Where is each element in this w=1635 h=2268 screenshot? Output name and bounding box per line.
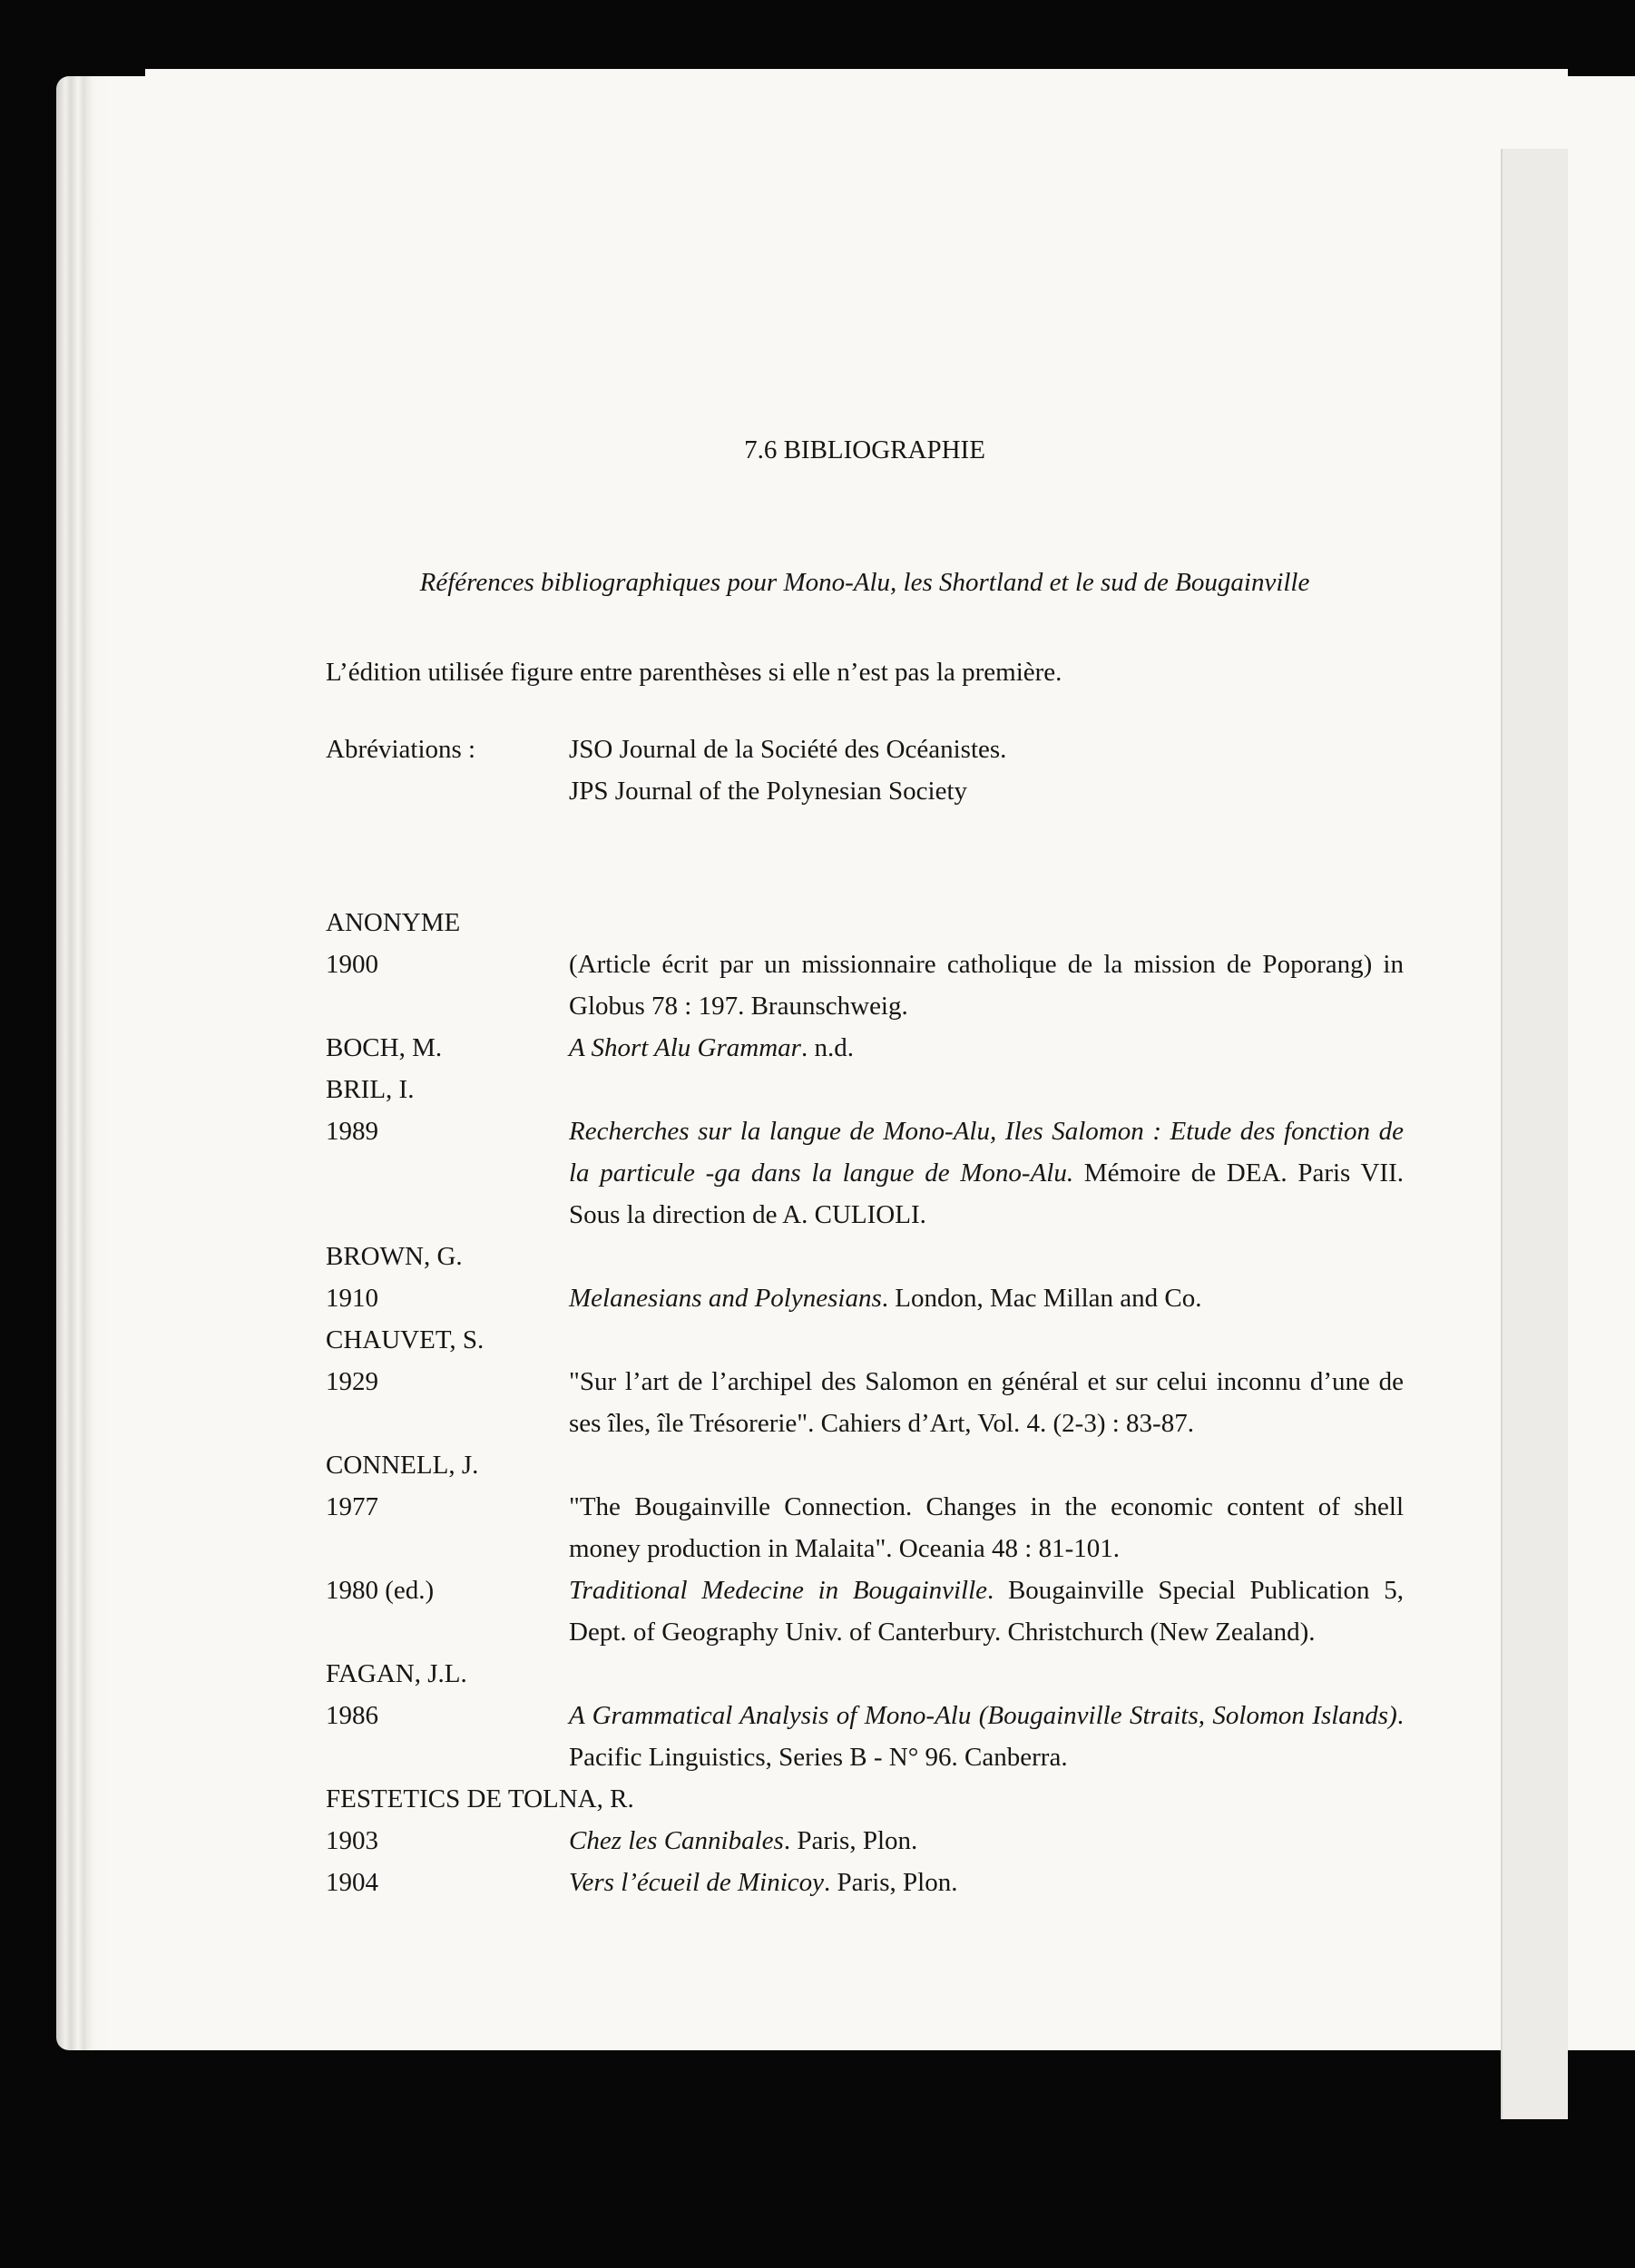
work-title: Chez les Cannibales [569, 1826, 784, 1855]
reference-text [569, 1361, 1404, 1444]
reference-text [569, 1695, 1404, 1778]
bibliography-list [326, 902, 1404, 1903]
work-details: . n.d. [800, 1033, 854, 1062]
abbreviation-jps: JPS Journal of the Polynesian Society [569, 777, 968, 806]
author-name: FAGAN, J.L. [326, 1659, 467, 1688]
author-name: BRIL, I. [326, 1075, 415, 1104]
work-details: . Bougainville Special Publication 5, Dept. of Geography Univ. of Canterbury. Christchurch (New Zealand). [569, 1576, 1404, 1647]
work-details: . Paris, Plon. [824, 1868, 958, 1897]
work-title: A Short Alu Grammar [569, 1033, 801, 1062]
author-name: ANONYME [326, 908, 461, 937]
work-title: Traditional Medecine in Bougainville [569, 1576, 988, 1605]
author-name: BROWN, G. [326, 1242, 463, 1271]
edition-note: L’édition utilisée figure entre parenthèses si elle n’est pas la première. [326, 658, 1062, 687]
work-details: Mémoire de DEA. Paris VII. Sous la direction de A. CULIOLI. [569, 1158, 1404, 1229]
reference-text [569, 1027, 1404, 1069]
bib-work-row [326, 1820, 1404, 1862]
abbreviation-jso: JSO Journal de la Société des Océanistes. [569, 735, 1007, 764]
bib-entry [326, 1778, 1404, 1903]
publication-year: 1904 [326, 1868, 378, 1897]
facing-page-edge [1501, 149, 1568, 2119]
reference-text [569, 1486, 1404, 1569]
author-name: BOCH, M. [326, 1033, 443, 1062]
reference-text [569, 943, 1404, 1027]
work-details: . Pacific Linguistics, Series B - N° 96. Canberra. [569, 1701, 1404, 1772]
bib-work-row [326, 1277, 1404, 1319]
bibliography-subtitle: Références bibliographiques pour Mono-Alu, les Shortland et le sud de Bougainville [419, 568, 1310, 597]
bib-entry [326, 1444, 1404, 1653]
bib-work-row [326, 943, 1404, 1027]
work-details: "The Bougainville Connection. Changes in the economic content of shell money production in Malaita". Oceania 48 : 81-101. [569, 1492, 1404, 1563]
section-title: 7.6 BIBLIOGRAPHIE [744, 435, 985, 464]
publication-year: 1980 (ed.) [326, 1576, 435, 1605]
work-details: (Article écrit par un missionnaire catholique de la mission de Poporang) in Globus 78 : 197. Braunschweig. [569, 950, 1404, 1021]
work-title: Recherches sur la langue de Mono-Alu, Iles Salomon : Etude des fonction de la particule -ga dans la langue de Mono-Alu. [569, 1117, 1404, 1188]
author-name: CHAUVET, S. [326, 1325, 485, 1354]
bib-work-row [326, 1862, 1404, 1903]
publication-year: 1903 [326, 1826, 378, 1855]
bib-work-row [326, 1569, 1404, 1653]
reference-text [569, 1110, 1404, 1236]
bib-entry [326, 1069, 1404, 1236]
bib-entry [326, 1653, 1404, 1778]
bib-entry [326, 1236, 1404, 1319]
bib-entry-row [326, 1027, 1404, 1069]
publication-year: 1910 [326, 1284, 378, 1313]
publication-year: 1989 [326, 1117, 378, 1146]
bib-work-row [326, 1695, 1404, 1778]
work-title: Melanesians and Polynesians [569, 1284, 882, 1313]
reference-text [569, 1277, 1404, 1319]
work-details: . London, Mac Millan and Co. [881, 1284, 1202, 1313]
bib-entry [326, 1027, 1404, 1069]
publication-year: 1929 [326, 1367, 378, 1396]
bib-work-row [326, 1110, 1404, 1236]
publication-year: 1977 [326, 1492, 378, 1521]
work-details: "Sur l’art de l’archipel des Salomon en général et sur celui inconnu d’une de ses îles, île Trésorerie". Cahiers d’Art, Vol. 4. (2-3) : 83-87. [569, 1367, 1404, 1438]
bib-entry [326, 1319, 1404, 1444]
reference-text [569, 1569, 1404, 1653]
author-name: CONNELL, J. [326, 1451, 479, 1480]
publication-year: 1986 [326, 1701, 378, 1730]
reference-text [569, 1862, 1404, 1903]
bib-work-row [326, 1486, 1404, 1569]
work-title: Vers l’écueil de Minicoy [569, 1868, 825, 1897]
bib-entry [326, 902, 1404, 1027]
bib-work-row [326, 1361, 1404, 1444]
work-title: A Grammatical Analysis of Mono-Alu (Bougainville Straits, Solomon Islands) [569, 1701, 1397, 1730]
publication-year: 1900 [326, 950, 378, 979]
reference-text [569, 1820, 1404, 1862]
abbreviations-label: Abréviations : [326, 735, 476, 764]
work-details: . Paris, Plon. [783, 1826, 918, 1855]
author-name: FESTETICS DE TOLNA, R. [326, 1784, 634, 1813]
